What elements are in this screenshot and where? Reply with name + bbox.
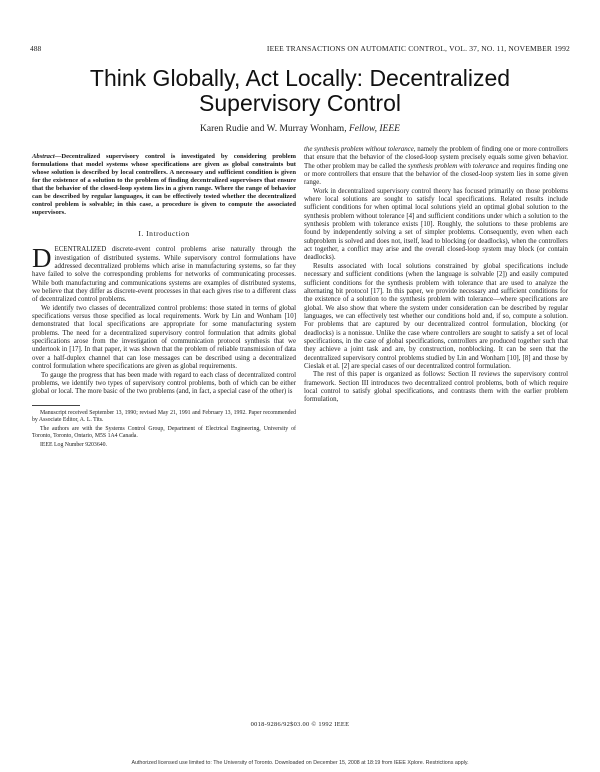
abstract (32, 153, 296, 218)
right-paragraph-2: Work in decentralized supervisory control theory has focused primarily on those problems where local solutions are sought to satisfy local specifications. Related results include sufficient conditions for when optimal local solutions yield an optimal global solution to the synthesis problem without tolerance [4] and sufficient conditions under which a solution to the synthesis problem with tolerance exists [10]. Roughly, the solutions to these problems are found by independently solving a set of simpler problems. Consequently, even when each subproblem is solved and does not, itself, lead to blocking (or deadlocks), when the controllers act together, a conflict may arise and the overall closed-loop system may block (or contain deadlocks). (304, 187, 568, 262)
footnote-affiliation: The authors are with the Systems Control Group, Department of Electrical Engineering, University of Toronto, Toronto, Ontario, M5S 1A4 Canada. (32, 425, 296, 439)
title-line-1: Think Globally, Act Locally: Decentralized (89, 65, 511, 91)
author-line (0, 124, 600, 134)
journal-header: IEEE TRANSACTIONS ON AUTOMATIC CONTROL, VOL. 37, NO. 11, NOVEMBER 1992 (266, 44, 570, 53)
left-column (32, 146, 296, 451)
right-paragraph-4: The rest of this paper is organized as follows: Section II reviews the supervisory control framework. Section III introduces two decentralized control problems, both of which require local control to satisfy global specifications, and contrasts them with the earlier problem formulation, (304, 371, 568, 404)
running-header (30, 44, 570, 56)
abstract-lead: Abstract— (32, 152, 62, 160)
title-line-2: Supervisory Control (199, 90, 401, 116)
footnote-rule (32, 405, 80, 406)
drop-cap: D (32, 243, 52, 274)
intro-paragraph-1-text: ECENTRALIZED discrete-event control problems arise naturally through the investigation of distributed systems. While supervisory control formulations have addressed decentralized problems which arise in manufacturing systems, so far they have failed to solve the corresponding problems for networks of communicating processes. While both manufacturing and communications systems are examples of distributed systems, we believe that they differ as discrete-event processes in that each gives rise to a different class of decentralized control problems. (32, 246, 296, 304)
paper-title (0, 66, 600, 116)
intro-paragraph-3: To gauge the progress that has been made with regard to each class of decentralized control problems, we identify two types of supervisory control problems, both of which can be either global or local. The more basic of the two problems (and, in fact, a special case of the other) is (32, 371, 296, 396)
license-disclaimer: Authorized licensed use limited to: The University of Toronto. Downloaded on December 15, 2008 at 18:19 from IEEE Xplore. Restrictions apply. (131, 760, 469, 766)
author-fellow: Fellow, IEEE (348, 124, 400, 134)
copyright-line: 0018-9286/92$03.00 © 1992 IEEE (250, 721, 350, 728)
right-paragraph-3: Results associated with local solutions constrained by global specifications include necessary and sufficient conditions (when the language is solvable [2]) and easily computed sufficient conditions for the synthesis problem with tolerance that are used to analyze the alternating bit protocol [17]. In this paper, we provide necessary and sufficient conditions for the existence of a solution to the synthesis problem with tolerance—where specifications are global. We also show that where the system under consideration can be described by regular languages, we can effectively test whether our conditions hold and, if so, compute a solution. For problems that are captured by our decentralized control formulation, blocking (or deadlocks) is a nonissue. Unlike the case where controllers are sought to satisfy a set of local specifications, in the case of global specifications, controllers are produced together such that they achieve a joint task and are, by construction, nonblocking. It can be seen that the decentralized supervisory control problems studied by Lin and Wonham [10], [8] and those by Cieslak et al. [2] are special cases of our decentralized control formulation. (304, 262, 568, 370)
right-paragraph-1 (304, 146, 568, 188)
footnote-log-number: IEEE Log Number 9203640. (40, 441, 107, 448)
term-synthesis-with-tolerance: synthesis problem with tolerance (407, 162, 499, 170)
author-names: Karen Rudie and W. Murray Wonham, (200, 124, 347, 134)
intro-paragraph-1 (32, 243, 296, 304)
page-number: 488 (30, 44, 42, 53)
right-paragraph-1-part-b: and requires finding one or more controllers that ensure that the behavior of the closed-loop system lies in some given range. (304, 162, 568, 187)
right-paragraph-1-part-a: namely the problem of finding one or more controllers that ensure that the behavior of the closed-loop system precisely equals some given behavior. The other problem may be called the (304, 146, 568, 170)
term-synthesis-without-tolerance: the synthesis problem without tolerance, (304, 146, 416, 153)
section-heading-introduction: I. Introduction (138, 229, 190, 239)
footnote-manuscript: Manuscript received September 13, 1990; revised May 21, 1991 and February 13, 1992. Paper recommended by Associate Editor, A. L. Tits. (32, 409, 296, 423)
right-column (304, 146, 568, 405)
intro-paragraph-2: We identify two classes of decentralized control problems: those stated in terms of global specifications versus those specified as local requirements. Work by Lin and Wonham [10] demonstrated that local specifications are appropriate for some manufacturing system problems. The need for a decentralized supervisory control formulation that admits global specifications arose from the investigation of communication protocol synthesis that we undertook in [17]. In that paper, it was shown that the problem of reliable transmission of data over a half-duplex channel that can lose messages can be described using a decentralized control formulation where specifications are given as global requirements. (32, 304, 296, 371)
abstract-body: Decentralized supervisory control is investigated by considering problem formulations that model systems whose specifications are given as global constraints but whose solution is described by local controllers. A necessary and sufficient condition is given for the existence of a solution to the problem of finding decentralized supervisors that ensure that the behavior of the closed-loop system lies in a given range. Where the range of behavior can be described by regular languages, it can be effectively tested whether the decentralized control problem is solvable; in this case, a procedure is given to compute the associated supervisors. (32, 152, 296, 217)
